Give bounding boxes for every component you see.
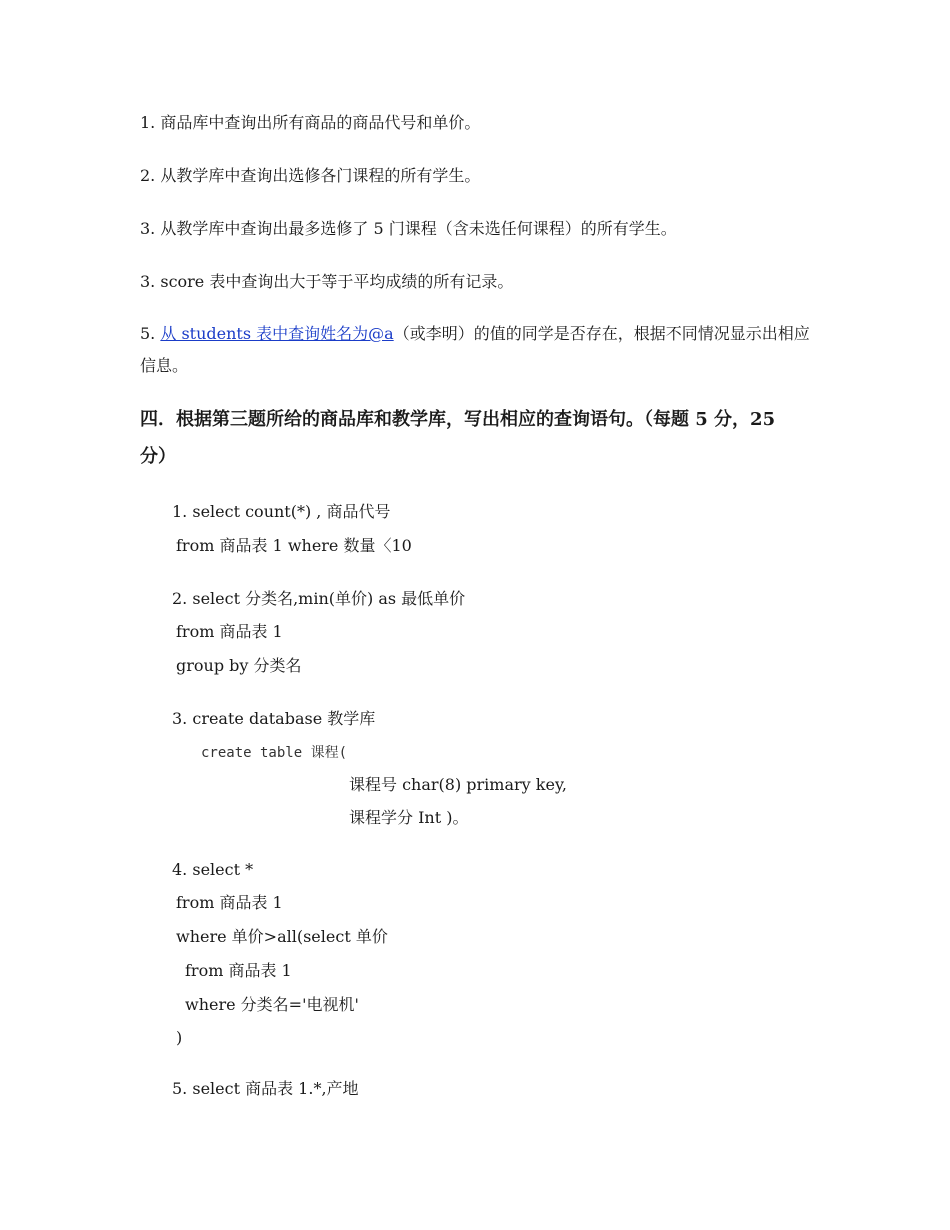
question-2: 2. 从教学库中查询出选修各门课程的所有学生。 [140,166,481,185]
question-5-link[interactable]: 从 students 表中查询姓名为@a [160,324,394,343]
answer-3-create-table: create table 课程( [201,745,348,761]
question-1: 1. 商品库中查询出所有商品的商品代号和单价。 [140,113,481,132]
question-5 [140,324,810,344]
answer-4-line-2: from 商品表 1 [176,893,283,912]
question-5-number: 5. [140,324,161,343]
section-4-heading: 四．根据第三题所给的商品库和教学库，写出相应的查询语句。（每题 5 分，25 [140,409,776,430]
answer-4-line-5: where 分类名='电视机' [185,995,359,1014]
question-5-text: （或李明）的值的同学是否存在，根据不同情况显示出相应 [393,324,810,343]
question-3: 3. 从教学库中查询出最多选修了 5 门课程（含未选任何课程）的所有学生。 [140,219,677,238]
answer-4-line-3: where 单价>all(select 单价 [176,927,388,946]
answer-3-line-3: 课程号 char(8) primary key, [349,775,567,794]
answer-3-line-4: 课程学分 Int )。 [349,808,469,827]
answer-2-line-1: 2. select 分类名,min(单价) as 最低单价 [172,589,466,608]
answer-3-line-1: 3. create database 教学库 [172,709,376,728]
answer-2-line-2: from 商品表 1 [176,622,283,641]
answer-4-line-6: ) [176,1028,183,1047]
answer-1-line-1: 1. select count(*) , 商品代号 [172,502,391,521]
section-4-heading-continuation: 分） [140,446,176,467]
answer-4-line-1: 4. select * [172,860,254,879]
answer-3-line-2 [201,742,347,763]
answer-5-line-1: 5. select 商品表 1.*,产地 [172,1079,359,1098]
answer-1-line-2: from 商品表 1 where 数量〈10 [176,536,412,555]
question-4: 3. score 表中查询出大于等于平均成绩的所有记录。 [140,272,514,291]
question-5-continuation: 信息。 [140,356,189,375]
answer-2-line-3: group by 分类名 [176,656,302,675]
answer-4-line-4: from 商品表 1 [185,961,292,980]
